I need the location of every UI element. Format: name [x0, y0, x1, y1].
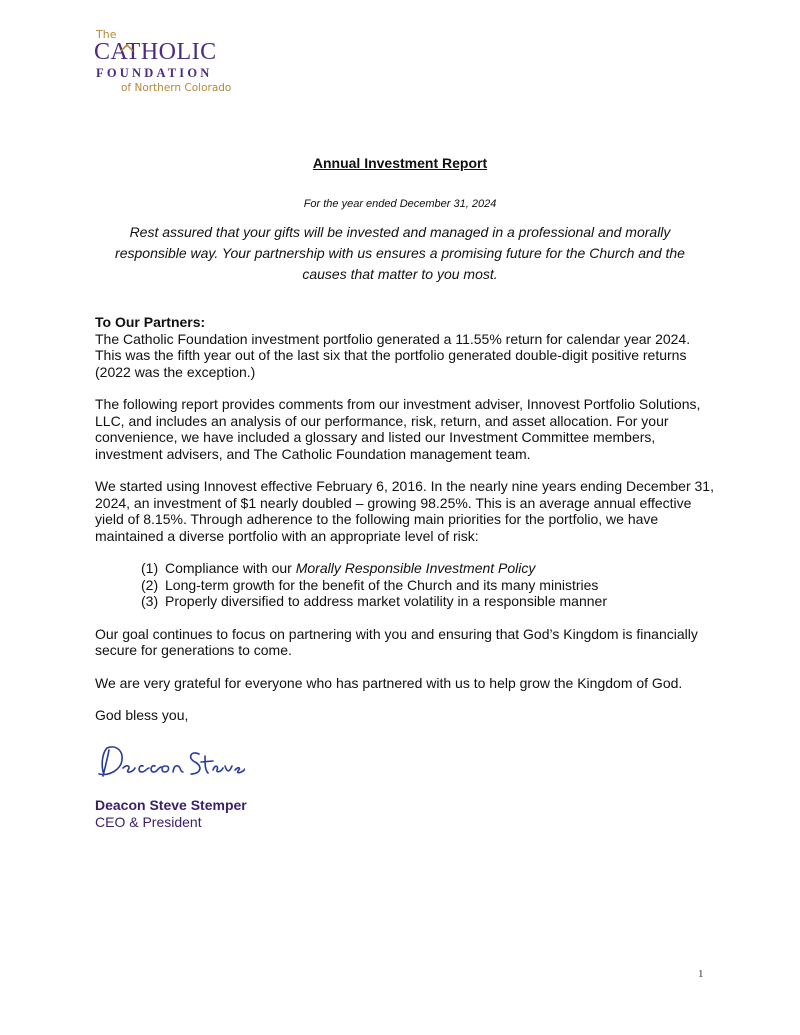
- letter-salutation: To Our Partners:: [95, 314, 206, 330]
- handwritten-signature: [95, 742, 245, 782]
- priority-emphasis: Morally Responsible Investment Policy: [295, 560, 536, 576]
- priority-text: Compliance with our: [165, 560, 296, 576]
- priorities-list: [95, 560, 715, 610]
- priority-item: [141, 593, 715, 610]
- page-number: 1: [698, 968, 704, 980]
- report-subtitle: For the year ended December 31, 2024: [303, 198, 497, 210]
- letter-paragraph: The following report provides comments from our investment adviser, Innovest Portfolio Solutions, LLC, and includes an analysis of our performance, risk, return, and asset allocation. For your convenience, we have included a glossary and listed our Investment Committee members, investment advisers, and The Catholic Foundation management team.: [95, 396, 701, 462]
- report-intro: Rest assured that your gifts will be invested and managed in a professional and morally responsible way. Your partnership with us ensures a promising future for the Church and the causes that matter to you most.: [115, 224, 685, 282]
- letter-paragraph: We are very grateful for everyone who has partnered with us to help grow the Kingdom of God.: [95, 674, 683, 691]
- signatory-title: CEO & President: [95, 814, 202, 830]
- logo-the-text: The: [96, 28, 117, 41]
- letter-paragraph: We started using Innovest effective February 6, 2016. In the nearly nine years ending December 31, 2024, an investment of $1 nearly doubled – growing 98.25%. This is an average annual effective yield of 8.15%. Through adherence to the following main priorities for the portfolio, we have maintained a diverse portfolio with an appropriate level of risk:: [95, 478, 714, 544]
- priority-text: Properly diversified to address market volatility in a responsible manner: [165, 593, 607, 609]
- foundation-logo: [94, 28, 244, 96]
- priority-item: [141, 560, 715, 577]
- report-title: Annual Investment Report: [312, 155, 488, 171]
- priority-item: [141, 577, 715, 594]
- letter-body: [95, 314, 715, 740]
- priority-number: (3): [141, 593, 159, 609]
- letter-closing: God bless you,: [95, 707, 189, 723]
- priority-text: Long-term growth for the benefit of the Church and its many ministries: [165, 576, 599, 593]
- logo-catholic-text: CATHOLIC: [94, 39, 217, 65]
- logo-region-text: of Northern Colorado: [121, 82, 232, 94]
- letter-paragraph: The Catholic Foundation investment portfolio generated a 11.55% return for calendar year 2024. This was the fifth year out of the last six that the portfolio generated double-digit positive returns (2022 was the exception.): [95, 330, 691, 380]
- letter-paragraph: Our goal continues to focus on partnering with you and ensuring that God’s Kingdom is financially secure for generations to come.: [95, 625, 698, 658]
- logo-foundation-text: FOUNDATION: [96, 66, 213, 80]
- priority-number: (2): [141, 576, 159, 593]
- signatory-name: Deacon Steve Stemper: [95, 797, 247, 813]
- logo-chevron-icon: [120, 44, 134, 52]
- priority-number: (1): [141, 560, 159, 576]
